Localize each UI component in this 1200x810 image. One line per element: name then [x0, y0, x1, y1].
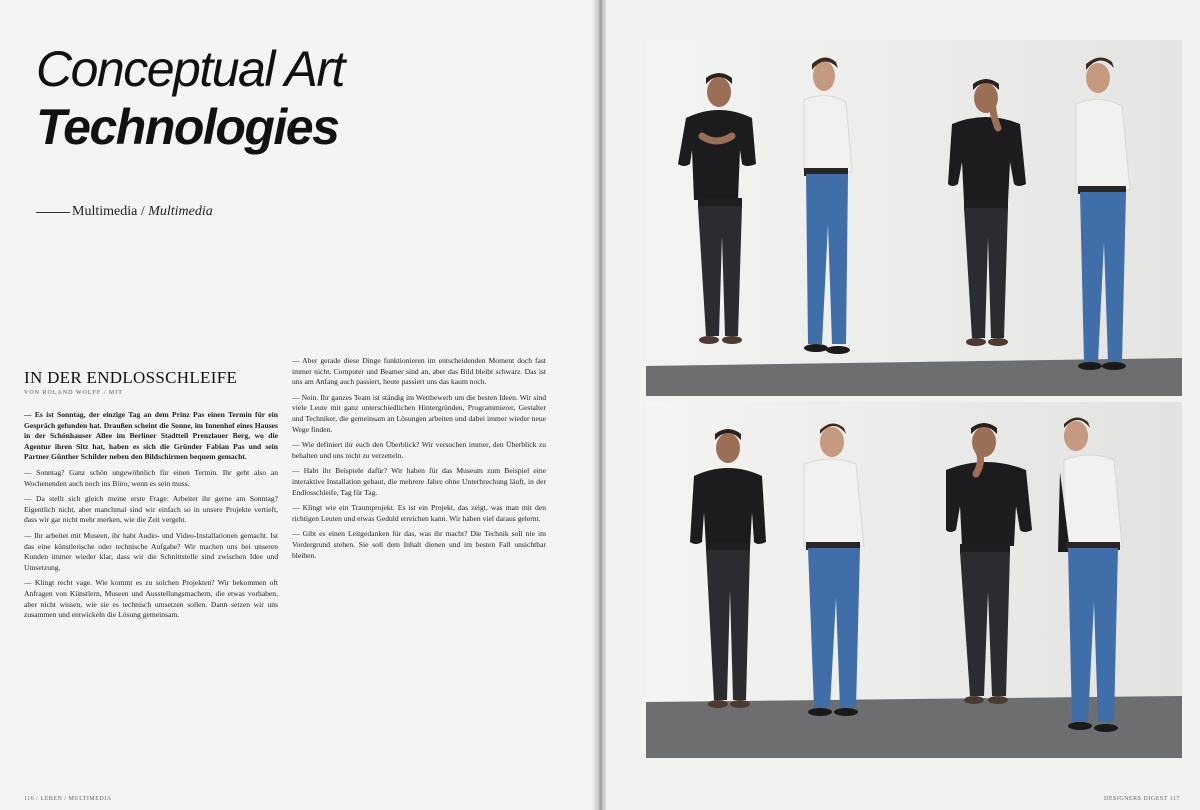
article-column-1 [24, 410, 278, 626]
folio-right: DESIGNERS DIGEST 117 [1103, 796, 1180, 802]
article-paragraph: — Sonntag? Ganz schön ungewöhnlich für einen Termin. Ihr geht also an Wochenenden auch noch ins Büro, wenn es sein muss. [24, 467, 278, 488]
headline-line-2: Technologies [36, 99, 339, 155]
article-byline: VON ROLAND WOLFF / MIT [24, 390, 123, 396]
section-label [36, 204, 213, 220]
photo-bottom [646, 402, 1182, 758]
section-dash [36, 212, 70, 213]
article-paragraph: — Klingt wie ein Traumprojekt. Es ist ein Projekt, das zeigt, was man mit den richtigen Leuten und etwas Geduld erreichen kann. Wir haben viel daraus gelernt. [292, 503, 546, 523]
article-paragraph: — Wie definiert ihr euch den Überblick? Wir versuchen immer, den Überblick zu behalten und uns nicht zu verzetteln. [292, 440, 546, 460]
article-title: IN DER ENDLOSSCHLEIFE [24, 368, 238, 387]
floor [646, 358, 1182, 396]
article-paragraph: — Aber gerade diese Dinge funktionieren im entscheidenden Moment doch fast immer nicht. Computer und Beamer sind an, aber das Bild bleibt schwarz. Das ist uns am Anfang auch passiert, heute passiert uns das kaum noch. [292, 356, 546, 387]
article-paragraph: — Ihr arbeitet mit Museen, ihr habt Audio- und Video-Installationen gemacht. Ist das eine künstlerische oder technische Aufgabe? Wir machen uns bei unseren Kunden immer wieder klar, dass wir die Schnittstelle sind zwischen Idee und Umsetzung. [24, 530, 278, 572]
left-page [0, 0, 598, 810]
article-paragraph: — Nein. Ihr ganzes Team ist ständig im Wettbewerb um die besten Ideen. Wir sind viele Leute mit ganz unterschiedlichen Hintergründen, Programmierer, Gestalter und Techniker, die gemeinsam an Lösungen arbeiten und dabei immer wieder neue Wege finden. [292, 392, 546, 434]
article-paragraph: — Da stellt sich gleich meine erste Frage: Arbeitet ihr gerne am Sonntag? Eigentlich nicht, aber manchmal sind wir einfach so in unsere Projekte vertieft, dass wir gar nicht mehr merken, wie die Zeit vergeht. [24, 494, 278, 525]
article-paragraph: — Gibt es einen Leitgedanken für das, was ihr macht? Die Technik soll nie im Vordergrund stehen. Sie soll dem Inhalt dienen und im besten Fall unsichtbar bleiben. [292, 529, 546, 560]
headline [36, 40, 556, 156]
photo-top [646, 40, 1182, 396]
photo-top-illustration [646, 40, 1182, 396]
article-paragraph: — Es ist Sonntag, der einzige Tag an dem Prinz Pas einen Termin für ein Gespräch gefunden hat. Draußen scheint die Sonne, im Innenhof eines Hauses in der Schönhauser Allee im Berliner Stadtteil Prenzlauer Berg, wo die Agentur ihren Sitz hat, haben es sich die Gründer Fabian Pas und sein Partner Günther Schilder neben den Bildschirmen bequem gemacht. [24, 410, 278, 462]
article-paragraph: — Habt ihr Beispiele dafür? Wir haben für das Museum zum Beispiel eine interaktive Installation gebaut, die mehrere Jahre ohne Unterbrechung läuft, in der Endlosschleife, Tag für Tag. [292, 466, 546, 497]
section-label-italic: Multimedia [148, 204, 213, 219]
headline-line-1: Conceptual Art [36, 41, 344, 97]
article-column-2 [292, 356, 546, 566]
right-page [606, 0, 1200, 810]
section-label-text: Multimedia / [72, 204, 149, 219]
photo-bottom-illustration [646, 402, 1182, 758]
folio-left: 116 / LEBEN / MULTIMEDIA [24, 796, 112, 802]
article-paragraph: — Klingt recht vage. Wie kommt es zu solchen Projekten? Wir bekommen oft Anfragen von Künstlern, Museen und Ausstellungsmachern, die etwas vorhaben, aber nicht wissen, wie sie es technisch umsetzen sollen. Dann setzen wir uns zusammen und entwickeln die Lösung gemeinsam. [24, 578, 278, 620]
